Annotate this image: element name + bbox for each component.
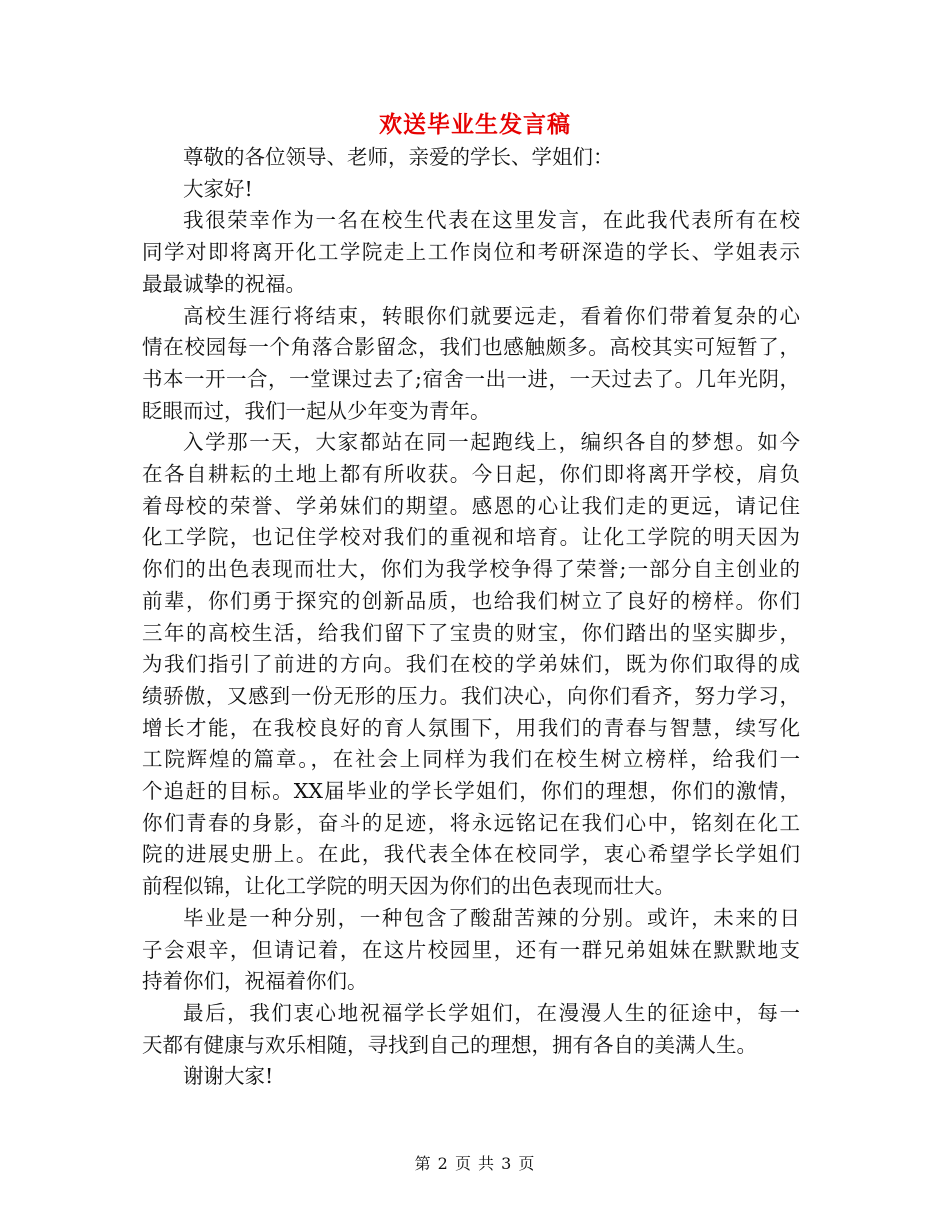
text-line: 前程似锦，让化工学院的明天因为你们的出色表现而壮大。 bbox=[142, 874, 675, 899]
text-line: 眨眼而过，我们一起从少年变为青年。 bbox=[142, 398, 491, 423]
text-line: 持着你们，祝福着你们。 bbox=[142, 969, 368, 994]
text-line: 入学那一天，大家都站在同一起跑线上，编织各自的梦想。如今 bbox=[183, 430, 800, 455]
text-line: 工院辉煌的篇章。，在社会上同样为我们在校生树立榜样，给我们一 bbox=[142, 747, 800, 772]
text-line: 你们的出色表现而壮大，你们为我学校争得了荣誉;一部分自主创业的 bbox=[142, 557, 800, 582]
text-line: 绩骄傲，又感到一份无形的压力。我们决心，向你们看齐，努力学习， bbox=[142, 683, 800, 708]
text-line: 尊敬的各位领导、老师，亲爱的学长、学姐们： bbox=[183, 145, 614, 169]
text-line: 同学对即将离开化工学院走上工作岗位和考研深造的学长、学姐表示 bbox=[142, 240, 800, 265]
document-title: 欢送毕业生发言稿 bbox=[379, 112, 571, 138]
text-line: 个追赶的目标。XX届毕业的学长学姐们，你们的理想，你们的激情， bbox=[142, 779, 800, 804]
text-line: 书本一开一合，一堂课过去了;宿舍一出一进，一天过去了。几年光阴， bbox=[142, 366, 800, 391]
text-line: 子会艰辛，但请记着，在这片校园里，还有一群兄弟姐妹在默默地支 bbox=[142, 937, 800, 962]
text-line: 最后，我们衷心地祝福学长学姐们，在漫漫人生的征途中，每一 bbox=[183, 1000, 800, 1025]
text-line: 你们青春的身影，奋斗的足迹，将永远铭记在我们心中，铭刻在化工 bbox=[142, 810, 800, 835]
text-line: 增长才能，在我校良好的育人氛围下，用我们的青春与智慧，续写化 bbox=[142, 715, 800, 740]
text-line: 我很荣幸作为一名在校生代表在这里发言，在此我代表所有在校 bbox=[183, 208, 800, 233]
text-line: 高校生涯行将结束，转眼你们就要远走，看着你们带着复杂的心 bbox=[183, 303, 800, 328]
text-line: 大家好! bbox=[183, 176, 253, 201]
text-line: 三年的高校生活，给我们留下了宝贵的财宝，你们踏出的坚实脚步， bbox=[142, 620, 800, 645]
text-line: 毕业是一种分别，一种包含了酸甜苦辣的分别。或许，未来的日 bbox=[183, 905, 800, 930]
text-line: 最最诚挚的祝福。 bbox=[142, 271, 306, 296]
text-line: 谢谢大家! bbox=[183, 1064, 274, 1089]
text-line: 在各自耕耘的土地上都有所收获。今日起，你们即将离开学校，肩负 bbox=[142, 462, 800, 487]
document-body bbox=[142, 142, 800, 1093]
text-line: 院的进展史册上。在此，我代表全体在校同学，衷心希望学长学姐们 bbox=[142, 842, 800, 867]
text-line: 化工学院，也记住学校对我们的重视和培育。让化工学院的明天因为 bbox=[142, 525, 800, 550]
text-line: 情在校园每一个角落合影留念，我们也感触颇多。高校其实可短暂了， bbox=[142, 335, 800, 360]
text-line: 天都有健康与欢乐相随，寻找到自己的理想，拥有各自的美满人生。 bbox=[142, 1032, 757, 1057]
text-line: 前辈，你们勇于探究的创新品质，也给我们树立了良好的榜样。你们 bbox=[142, 588, 800, 613]
text-line: 为我们指引了前进的方向。我们在校的学弟妹们，既为你们取得的成 bbox=[142, 652, 800, 677]
text-line: 着母校的荣誉、学弟妹们的期望。感恩的心让我们走的更远，请记住 bbox=[142, 493, 800, 518]
page-footer: 第 2 页 共 3 页 bbox=[414, 1154, 536, 1173]
